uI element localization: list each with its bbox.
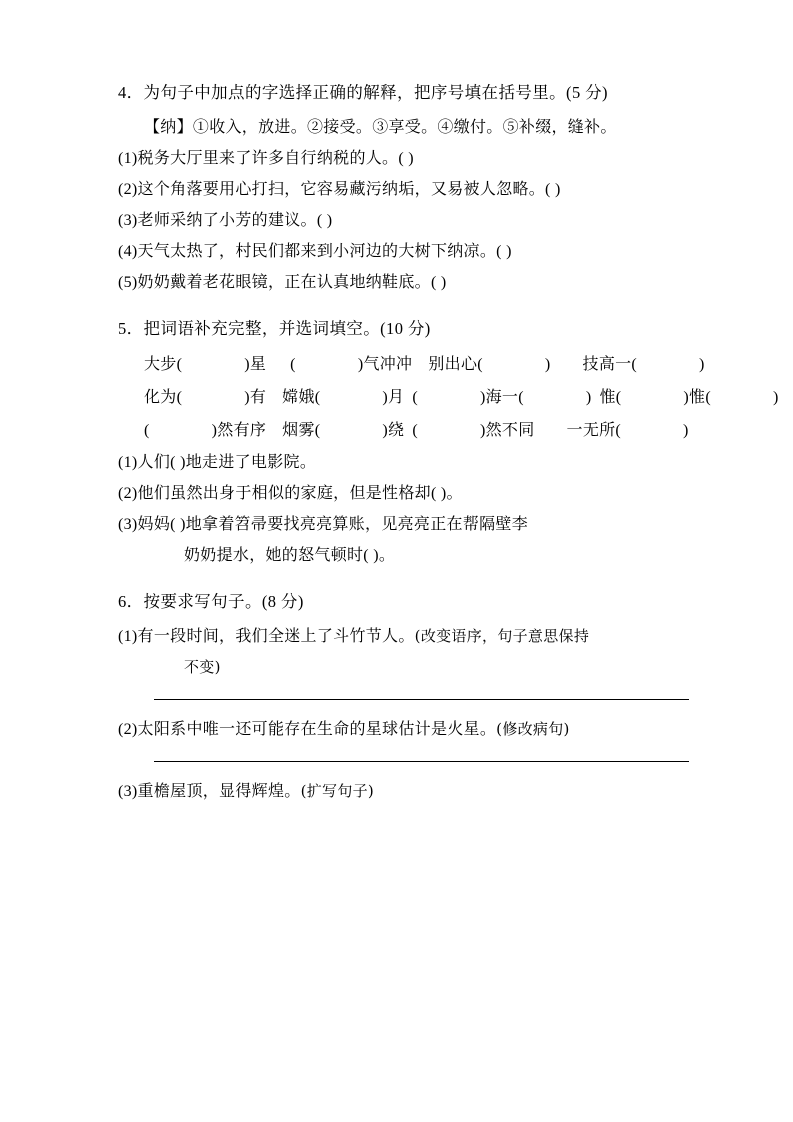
question-5-item-3: (3)妈妈( )地拿着笤帚要找亮亮算账，见亮亮正在帮隔壁李 [118,516,529,533]
answer-line-2[interactable] [154,761,689,762]
word-11-part-a: ( [412,422,418,439]
word-2-part-a: ( [290,356,296,373]
question-5-title: 5．把词语补充完整，并选词填空。(10 分) [118,319,431,338]
word-10-part-a: 烟雾( [282,422,321,439]
word-9-part-b: )然有序 [211,422,267,439]
question-4-note: 【纳】①收入，放进。②接受。③享受。④缴付。⑤补缀，缝补。 [144,119,617,136]
question-6-item-2-text: (2)太阳系中唯一还可能存在生命的星球估计是火星。 [118,721,497,738]
word-3-part-a: 别出心( [428,356,483,373]
word-12-part-a: 一无所( [566,422,622,439]
word-4-part-b: ) [699,356,705,373]
word-10-part-b: )绕 [382,422,405,439]
word-8-part-a: 惟( [599,389,622,406]
word-6-part-b: )月 [382,389,405,406]
word-12-part-b: ) [683,422,689,439]
word-7-part-b: )海一( [479,389,524,406]
question-5 [118,314,779,571]
question-4-item-3: (3)老师采纳了小芳的建议。( ) [118,212,333,229]
word-6-part-a: 嫦娥( [282,389,321,406]
question-6-item-1-note: (改变语序，句子意思保持 [414,627,590,645]
word-8-part-c: ) [772,389,779,406]
question-5-item-2: (2)他们虽然出身于相似的家庭，但是性格却( )。 [118,485,463,502]
word-4-part-a: 技高一( [582,356,638,373]
word-5-part-a: 化为( [144,389,183,406]
question-5-word-row-1 [118,348,705,381]
question-6-item-3-text: (3)重檐屋顶，显得辉煌。 [118,783,301,800]
word-9-part-a: ( [144,422,150,439]
question-6-item-1-text: (1)有一段时间，我们全迷上了斗竹节人。 [118,628,415,645]
answer-line-1[interactable] [154,699,689,700]
question-4-item-5: (5)奶奶戴着老花眼镜，正在认真地纳鞋底。( ) [118,274,447,291]
word-7-part-a: ( [412,389,418,406]
question-4-title: 4．为句子中加点的字选择正确的解释，把序号填在括号里。(5 分) [118,83,608,102]
question-4-item-1: (1)税务大厅里来了许多自行纳税的人。( ) [118,150,414,167]
word-8-part-b: )惟( [683,389,711,406]
question-4-item-2: (2)这个角落要用心打扫，它容易藏污纳垢，又易被人忽略。( ) [118,181,561,198]
question-6-item-1 [118,621,675,652]
word-1-part-b: )星 [244,356,267,373]
question-4-item-4: (4)天气太热了，村民们都来到小河边的大树下纳凉。( ) [118,243,512,260]
word-1-part-a: 大步( [144,356,183,373]
question-5-item-3-cont: 奶奶提水，她的怒气顿时( )。 [184,547,396,564]
question-5-item-1: (1)人们( )地走进了电影院。 [118,454,317,471]
question-6-item-3 [118,776,675,807]
question-6-item-1-note-cont: 不变) [184,658,221,676]
question-5-word-row-3 [118,414,689,447]
question-5-word-row-2 [118,381,779,414]
word-2-part-b: )气冲冲 [357,356,413,373]
question-6-item-2 [118,714,675,745]
word-7-part-c: ) [585,389,592,406]
question-6-item-2-note: (修改病句) [496,720,570,738]
word-5-part-b: )有 [244,389,267,406]
question-6-title: 6．按要求写句子。(8 分) [118,592,304,611]
word-3-part-b: ) [544,356,551,373]
question-6-item-3-note: (扩写句子) [300,782,375,800]
question-6 [118,587,675,807]
question-4 [118,78,675,298]
word-11-part-b: )然不同 [479,422,535,439]
